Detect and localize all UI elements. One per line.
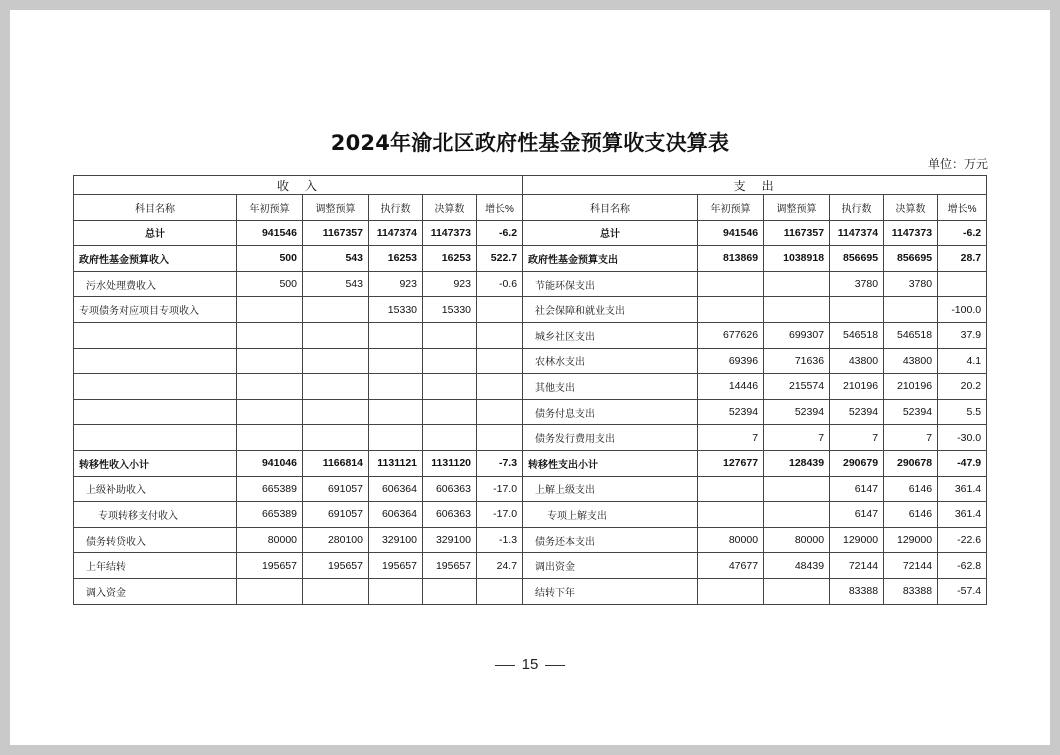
expense-adjusted-budget-cell bbox=[764, 476, 830, 502]
expense-growth-cell: -30.0 bbox=[938, 425, 987, 451]
expense-initial-budget-cell: 677626 bbox=[698, 322, 764, 348]
expense-name-cell: 转移性支出小计 bbox=[523, 450, 698, 476]
table-row bbox=[74, 399, 987, 425]
income-initial-budget-cell bbox=[237, 425, 303, 451]
income-adjusted-budget-cell: 691057 bbox=[303, 502, 369, 528]
income-growth-cell: -0.6 bbox=[477, 271, 523, 297]
expense-executed-cell: 290679 bbox=[830, 450, 884, 476]
expense-initial-budget-cell: 14446 bbox=[698, 374, 764, 400]
expense-name-cell: 农林水支出 bbox=[523, 348, 698, 374]
expense-growth-cell: -6.2 bbox=[938, 220, 987, 246]
expense-name-cell: 节能环保支出 bbox=[523, 271, 698, 297]
col-header-initial-budget: 年初预算 bbox=[698, 195, 764, 221]
table-row bbox=[74, 220, 987, 246]
income-executed-cell bbox=[369, 399, 423, 425]
income-initial-budget-cell: 665389 bbox=[237, 502, 303, 528]
income-adjusted-budget-cell: 1167357 bbox=[303, 220, 369, 246]
income-executed-cell bbox=[369, 425, 423, 451]
expense-final-cell: 546518 bbox=[884, 322, 938, 348]
income-initial-budget-cell bbox=[237, 374, 303, 400]
expense-growth-cell: 28.7 bbox=[938, 246, 987, 272]
income-executed-cell: 195657 bbox=[369, 553, 423, 579]
expense-final-cell: 3780 bbox=[884, 271, 938, 297]
income-initial-budget-cell bbox=[237, 348, 303, 374]
expense-name-cell: 政府性基金预算支出 bbox=[523, 246, 698, 272]
expense-initial-budget-cell: 813869 bbox=[698, 246, 764, 272]
expense-final-cell: 7 bbox=[884, 425, 938, 451]
expense-growth-cell: -22.6 bbox=[938, 527, 987, 553]
income-final-cell: 606363 bbox=[423, 502, 477, 528]
expense-growth-cell: -100.0 bbox=[938, 297, 987, 323]
col-header-executed: 执行数 bbox=[830, 195, 884, 221]
page-number bbox=[10, 656, 1050, 673]
expense-adjusted-budget-cell: 128439 bbox=[764, 450, 830, 476]
table-row bbox=[74, 450, 987, 476]
expense-executed-cell: 6147 bbox=[830, 502, 884, 528]
income-executed-cell: 923 bbox=[369, 271, 423, 297]
expense-growth-cell: 5.5 bbox=[938, 399, 987, 425]
expense-final-cell: 72144 bbox=[884, 553, 938, 579]
income-final-cell: 606363 bbox=[423, 476, 477, 502]
expense-final-cell bbox=[884, 297, 938, 323]
expense-executed-cell: 72144 bbox=[830, 553, 884, 579]
expense-final-cell: 210196 bbox=[884, 374, 938, 400]
expense-adjusted-budget-cell bbox=[764, 578, 830, 604]
col-header-name: 科目名称 bbox=[523, 195, 698, 221]
income-name-cell: 专项债务对应项目专项收入 bbox=[74, 297, 237, 323]
expense-initial-budget-cell bbox=[698, 271, 764, 297]
expense-growth-cell: 20.2 bbox=[938, 374, 987, 400]
income-growth-cell bbox=[477, 425, 523, 451]
table-row bbox=[74, 578, 987, 604]
expense-adjusted-budget-cell: 1038918 bbox=[764, 246, 830, 272]
income-final-cell: 1131120 bbox=[423, 450, 477, 476]
income-initial-budget-cell: 80000 bbox=[237, 527, 303, 553]
expense-name-cell: 调出资金 bbox=[523, 553, 698, 579]
table-row bbox=[74, 553, 987, 579]
document-page bbox=[10, 10, 1050, 745]
expense-executed-cell: 856695 bbox=[830, 246, 884, 272]
expense-name-cell: 债务发行费用支出 bbox=[523, 425, 698, 451]
expense-name-cell: 社会保障和就业支出 bbox=[523, 297, 698, 323]
income-final-cell: 329100 bbox=[423, 527, 477, 553]
income-adjusted-budget-cell bbox=[303, 399, 369, 425]
income-adjusted-budget-cell bbox=[303, 322, 369, 348]
income-executed-cell: 15330 bbox=[369, 297, 423, 323]
income-name-cell: 总计 bbox=[74, 220, 237, 246]
expense-growth-cell: -57.4 bbox=[938, 578, 987, 604]
income-growth-cell: 24.7 bbox=[477, 553, 523, 579]
expense-section-header: 支 出 bbox=[523, 176, 987, 195]
income-executed-cell: 1147374 bbox=[369, 220, 423, 246]
expense-executed-cell: 6147 bbox=[830, 476, 884, 502]
income-name-cell: 政府性基金预算收入 bbox=[74, 246, 237, 272]
col-header-growth: 增长% bbox=[938, 195, 987, 221]
table-row bbox=[74, 476, 987, 502]
income-final-cell: 16253 bbox=[423, 246, 477, 272]
col-header-initial-budget: 年初预算 bbox=[237, 195, 303, 221]
col-header-final: 决算数 bbox=[423, 195, 477, 221]
expense-initial-budget-cell: 941546 bbox=[698, 220, 764, 246]
income-adjusted-budget-cell bbox=[303, 578, 369, 604]
expense-executed-cell: 546518 bbox=[830, 322, 884, 348]
expense-adjusted-budget-cell: 7 bbox=[764, 425, 830, 451]
page-title: 2024年渝北区政府性基金预算收支决算表 bbox=[330, 131, 730, 155]
expense-growth-cell: 37.9 bbox=[938, 322, 987, 348]
income-adjusted-budget-cell bbox=[303, 374, 369, 400]
table-row bbox=[74, 374, 987, 400]
expense-executed-cell: 83388 bbox=[830, 578, 884, 604]
income-name-cell: 上级补助收入 bbox=[74, 476, 237, 502]
income-executed-cell: 329100 bbox=[369, 527, 423, 553]
expense-final-cell: 83388 bbox=[884, 578, 938, 604]
income-growth-cell bbox=[477, 374, 523, 400]
income-executed-cell bbox=[369, 348, 423, 374]
income-growth-cell: 522.7 bbox=[477, 246, 523, 272]
expense-initial-budget-cell: 69396 bbox=[698, 348, 764, 374]
income-adjusted-budget-cell bbox=[303, 425, 369, 451]
income-name-cell bbox=[74, 348, 237, 374]
expense-initial-budget-cell: 7 bbox=[698, 425, 764, 451]
expense-adjusted-budget-cell: 80000 bbox=[764, 527, 830, 553]
income-adjusted-budget-cell: 195657 bbox=[303, 553, 369, 579]
table-row bbox=[74, 322, 987, 348]
expense-final-cell: 1147373 bbox=[884, 220, 938, 246]
income-executed-cell: 1131121 bbox=[369, 450, 423, 476]
budget-table bbox=[73, 175, 987, 605]
expense-growth-cell: 361.4 bbox=[938, 502, 987, 528]
income-final-cell bbox=[423, 348, 477, 374]
income-name-cell: 专项转移支付收入 bbox=[74, 502, 237, 528]
unit-label: 单位：万元 bbox=[927, 157, 988, 171]
column-header-row bbox=[74, 195, 987, 221]
expense-executed-cell bbox=[830, 297, 884, 323]
income-name-cell bbox=[74, 374, 237, 400]
expense-adjusted-budget-cell: 699307 bbox=[764, 322, 830, 348]
income-initial-budget-cell bbox=[237, 297, 303, 323]
income-growth-cell: -17.0 bbox=[477, 502, 523, 528]
expense-adjusted-budget-cell: 71636 bbox=[764, 348, 830, 374]
col-header-adjusted-budget: 调整预算 bbox=[303, 195, 369, 221]
expense-growth-cell: -47.9 bbox=[938, 450, 987, 476]
expense-final-cell: 290678 bbox=[884, 450, 938, 476]
income-final-cell: 1147373 bbox=[423, 220, 477, 246]
income-name-cell: 调入资金 bbox=[74, 578, 237, 604]
income-growth-cell: -7.3 bbox=[477, 450, 523, 476]
income-growth-cell: -6.2 bbox=[477, 220, 523, 246]
expense-growth-cell bbox=[938, 271, 987, 297]
income-initial-budget-cell: 195657 bbox=[237, 553, 303, 579]
expense-growth-cell: 4.1 bbox=[938, 348, 987, 374]
expense-executed-cell: 1147374 bbox=[830, 220, 884, 246]
income-adjusted-budget-cell: 280100 bbox=[303, 527, 369, 553]
expense-initial-budget-cell: 47677 bbox=[698, 553, 764, 579]
income-initial-budget-cell bbox=[237, 322, 303, 348]
income-adjusted-budget-cell bbox=[303, 348, 369, 374]
expense-final-cell: 52394 bbox=[884, 399, 938, 425]
income-section-header: 收 入 bbox=[74, 176, 523, 195]
expense-adjusted-budget-cell bbox=[764, 297, 830, 323]
expense-final-cell: 43800 bbox=[884, 348, 938, 374]
income-name-cell bbox=[74, 399, 237, 425]
income-final-cell: 923 bbox=[423, 271, 477, 297]
col-header-adjusted-budget: 调整预算 bbox=[764, 195, 830, 221]
expense-adjusted-budget-cell: 215574 bbox=[764, 374, 830, 400]
expense-name-cell: 总计 bbox=[523, 220, 698, 246]
expense-name-cell: 结转下年 bbox=[523, 578, 698, 604]
expense-adjusted-budget-cell bbox=[764, 271, 830, 297]
income-name-cell: 污水处理费收入 bbox=[74, 271, 237, 297]
expense-executed-cell: 43800 bbox=[830, 348, 884, 374]
income-adjusted-budget-cell: 543 bbox=[303, 271, 369, 297]
section-header-row bbox=[74, 176, 987, 195]
expense-final-cell: 856695 bbox=[884, 246, 938, 272]
income-name-cell bbox=[74, 425, 237, 451]
expense-initial-budget-cell bbox=[698, 502, 764, 528]
expense-name-cell: 专项上解支出 bbox=[523, 502, 698, 528]
table-row bbox=[74, 246, 987, 272]
income-adjusted-budget-cell: 1166814 bbox=[303, 450, 369, 476]
expense-name-cell: 债务付息支出 bbox=[523, 399, 698, 425]
income-executed-cell: 606364 bbox=[369, 502, 423, 528]
expense-adjusted-budget-cell: 48439 bbox=[764, 553, 830, 579]
expense-name-cell: 上解上级支出 bbox=[523, 476, 698, 502]
expense-initial-budget-cell: 80000 bbox=[698, 527, 764, 553]
income-final-cell bbox=[423, 578, 477, 604]
col-header-name: 科目名称 bbox=[74, 195, 237, 221]
expense-initial-budget-cell bbox=[698, 476, 764, 502]
income-final-cell: 15330 bbox=[423, 297, 477, 323]
income-growth-cell bbox=[477, 399, 523, 425]
dash-left bbox=[495, 665, 515, 666]
income-executed-cell: 16253 bbox=[369, 246, 423, 272]
income-initial-budget-cell bbox=[237, 399, 303, 425]
income-initial-budget-cell: 500 bbox=[237, 271, 303, 297]
income-initial-budget-cell: 500 bbox=[237, 246, 303, 272]
expense-growth-cell: 361.4 bbox=[938, 476, 987, 502]
income-executed-cell bbox=[369, 322, 423, 348]
income-growth-cell bbox=[477, 578, 523, 604]
income-final-cell bbox=[423, 425, 477, 451]
expense-executed-cell: 7 bbox=[830, 425, 884, 451]
income-executed-cell bbox=[369, 374, 423, 400]
income-initial-budget-cell: 941546 bbox=[237, 220, 303, 246]
income-initial-budget-cell bbox=[237, 578, 303, 604]
table-row bbox=[74, 271, 987, 297]
income-final-cell bbox=[423, 322, 477, 348]
col-header-executed: 执行数 bbox=[369, 195, 423, 221]
income-executed-cell: 606364 bbox=[369, 476, 423, 502]
expense-initial-budget-cell: 52394 bbox=[698, 399, 764, 425]
expense-growth-cell: -62.8 bbox=[938, 553, 987, 579]
income-adjusted-budget-cell bbox=[303, 297, 369, 323]
table-row bbox=[74, 348, 987, 374]
expense-initial-budget-cell: 127677 bbox=[698, 450, 764, 476]
col-header-final: 决算数 bbox=[884, 195, 938, 221]
expense-executed-cell: 52394 bbox=[830, 399, 884, 425]
income-growth-cell bbox=[477, 322, 523, 348]
expense-final-cell: 129000 bbox=[884, 527, 938, 553]
income-final-cell: 195657 bbox=[423, 553, 477, 579]
expense-name-cell: 其他支出 bbox=[523, 374, 698, 400]
expense-adjusted-budget-cell bbox=[764, 502, 830, 528]
table-row bbox=[74, 425, 987, 451]
income-name-cell: 转移性收入小计 bbox=[74, 450, 237, 476]
expense-final-cell: 6146 bbox=[884, 502, 938, 528]
expense-adjusted-budget-cell: 52394 bbox=[764, 399, 830, 425]
income-growth-cell bbox=[477, 297, 523, 323]
table-row bbox=[74, 527, 987, 553]
income-initial-budget-cell: 941046 bbox=[237, 450, 303, 476]
expense-adjusted-budget-cell: 1167357 bbox=[764, 220, 830, 246]
income-executed-cell bbox=[369, 578, 423, 604]
income-adjusted-budget-cell: 691057 bbox=[303, 476, 369, 502]
income-growth-cell: -17.0 bbox=[477, 476, 523, 502]
income-name-cell: 上年结转 bbox=[74, 553, 237, 579]
income-initial-budget-cell: 665389 bbox=[237, 476, 303, 502]
expense-initial-budget-cell bbox=[698, 578, 764, 604]
income-growth-cell bbox=[477, 348, 523, 374]
income-final-cell bbox=[423, 399, 477, 425]
income-growth-cell: -1.3 bbox=[477, 527, 523, 553]
expense-name-cell: 城乡社区支出 bbox=[523, 322, 698, 348]
expense-initial-budget-cell bbox=[698, 297, 764, 323]
page-number-text: 15 bbox=[521, 656, 539, 673]
expense-executed-cell: 210196 bbox=[830, 374, 884, 400]
income-final-cell bbox=[423, 374, 477, 400]
table-row bbox=[74, 297, 987, 323]
col-header-growth: 增长% bbox=[477, 195, 523, 221]
expense-final-cell: 6146 bbox=[884, 476, 938, 502]
table-row bbox=[74, 502, 987, 528]
expense-executed-cell: 3780 bbox=[830, 271, 884, 297]
expense-executed-cell: 129000 bbox=[830, 527, 884, 553]
income-name-cell bbox=[74, 322, 237, 348]
dash-right bbox=[545, 665, 565, 666]
income-name-cell: 债务转贷收入 bbox=[74, 527, 237, 553]
expense-name-cell: 债务还本支出 bbox=[523, 527, 698, 553]
income-adjusted-budget-cell: 543 bbox=[303, 246, 369, 272]
